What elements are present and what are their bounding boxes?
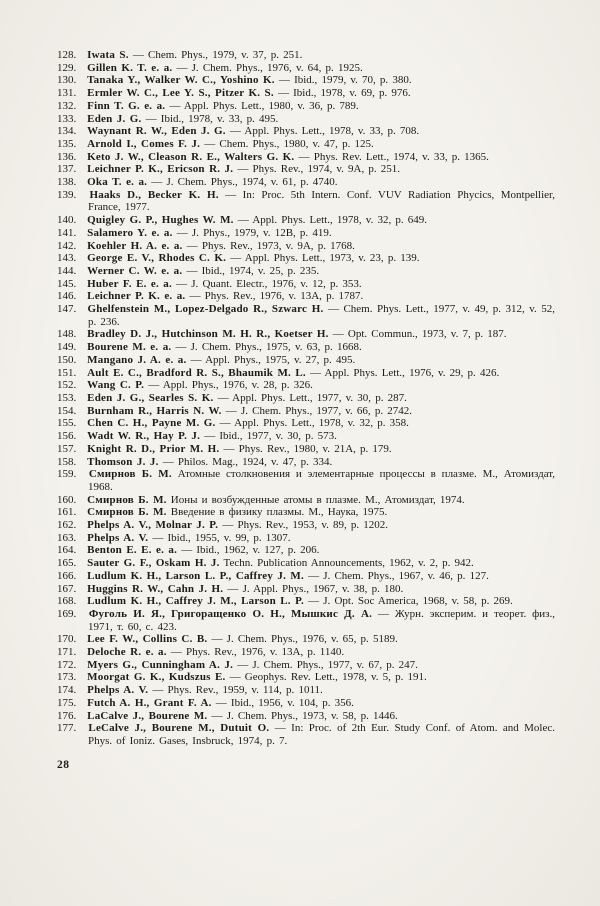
reference-authors: George E. V., Rhodes C. K. — [87, 252, 227, 265]
reference-entry — [57, 494, 555, 507]
reference-text: — Appl. Phys. Lett., 1980, v. 36, p. 789. — [169, 99, 359, 112]
reference-authors: LaCalve J., Bourene M. — [87, 709, 208, 722]
reference-authors: Futch A. H., Grant F. A. — [87, 696, 212, 709]
reference-entry — [57, 265, 555, 278]
reference-text: — J. Chem. Phys., 1976, v. 64, p. 1925. — [176, 61, 363, 74]
reference-text: — Geophys. Rev. Lett., 1978, v. 5, p. 191. — [229, 671, 427, 684]
reference-text: — Ibid., 1978, v. 69, p. 976. — [277, 87, 411, 100]
reference-entry — [57, 49, 555, 62]
reference-text: — Phys. Rev., 1959, v. 114, p. 1011. — [152, 684, 323, 697]
reference-authors: Werner C. W. e. a. — [87, 264, 183, 277]
reference-text: — Appl. Phys. Lett., 1978, v. 32, p. 649. — [237, 214, 428, 227]
reference-number: 154. — [57, 404, 77, 417]
reference-entry — [57, 646, 555, 659]
reference-entry — [57, 608, 555, 633]
reference-entry — [57, 125, 555, 138]
reference-entry — [57, 659, 555, 672]
reference-text: — Appl. Phys. Lett., 1977, v. 30, p. 287. — [217, 391, 407, 404]
reference-number: 142. — [57, 239, 77, 252]
reference-entry — [57, 430, 555, 443]
reference-authors: Huber F. E. e. a. — [87, 277, 172, 290]
reference-number: 141. — [57, 226, 77, 239]
reference-number: 144. — [57, 264, 77, 277]
reference-text: — In: Proc. 5th Intern. Conf. VUV Radiation Phycics, Montpellier, France, 1977. — [88, 188, 555, 214]
reference-authors: Moorgat G. K., Kudszus E. — [87, 671, 226, 684]
reference-text: — J. Chem. Phys., 1967, v. 46, p. 127. — [308, 569, 489, 582]
reference-text: — Ibid., 1979, v. 70, p. 380. — [278, 74, 412, 87]
reference-number: 138. — [57, 176, 77, 189]
reference-authors: Arnold I., Comes F. J. — [87, 137, 201, 150]
reference-text: — Журн. эксперим. и теорет. физ., 1971, т. 60, с. 423. — [88, 607, 556, 633]
reference-number: 135. — [57, 137, 77, 150]
reference-entry — [57, 506, 555, 519]
page-number: 28 — [57, 758, 70, 771]
reference-number: 158. — [57, 455, 77, 468]
reference-text: — Opt. Commun., 1973, v. 7, p. 187. — [332, 328, 507, 341]
reference-number: 162. — [57, 519, 77, 532]
reference-authors: Phelps A. V., Molnar J. P. — [87, 519, 219, 532]
reference-entry — [57, 456, 555, 469]
reference-number: 157. — [57, 442, 77, 455]
reference-authors: Haaks D., Becker K. H. — [89, 188, 219, 201]
reference-text: — Ibid., 1955, v. 99, p. 1307. — [152, 531, 291, 544]
reference-entry — [57, 189, 555, 214]
reference-text: — Appl. Phys. Lett., 1978, v. 33, p. 708. — [229, 125, 420, 138]
reference-entry — [57, 252, 555, 265]
reference-text: — Appl. Phys., 1975, v. 27, p. 495. — [190, 353, 356, 366]
reference-text: — J. Chem. Phys., 1977, v. 66, p. 2742. — [225, 404, 412, 417]
reference-number: 139. — [57, 188, 77, 201]
reference-entry — [57, 100, 555, 113]
reference-authors: Sauter G. F., Oskam H. J. — [87, 557, 220, 570]
reference-authors: Bradley D. J., Hutchinson M. H. R., Koetser H. — [87, 328, 329, 341]
reference-number: 171. — [57, 646, 77, 659]
reference-number: 174. — [57, 684, 77, 697]
reference-entry — [57, 392, 555, 405]
reference-entry — [57, 722, 555, 747]
reference-authors: Iwata S. — [87, 49, 129, 61]
reference-text: — J. Quant. Electr., 1976, v. 12, p. 353. — [176, 277, 362, 290]
reference-number: 134. — [57, 125, 77, 138]
reference-entry — [57, 468, 555, 493]
reference-entry — [57, 379, 555, 392]
reference-authors: Gillen K. T. e. a. — [87, 61, 173, 74]
reference-number: 167. — [57, 582, 77, 595]
reference-authors: Quigley G. P., Hughes W. M. — [87, 214, 234, 227]
reference-number: 143. — [57, 252, 77, 265]
reference-authors: Ghelfenstein M., Lopez-Delgado R., Szwarc H. — [87, 303, 324, 316]
reference-text: — Phys. Rev., 1976, v. 13A, p. 1787. — [189, 290, 364, 303]
reference-entry — [57, 354, 555, 367]
reference-authors: LeCalve J., Bourene M., Dutuit O. — [88, 722, 270, 735]
reference-text: — J. Phys., 1979, v. 12B, p. 419. — [176, 226, 332, 239]
reference-authors: Phelps A. V. — [87, 684, 149, 697]
reference-entry — [57, 303, 555, 328]
reference-entry — [57, 583, 555, 596]
reference-text: — Phys. Rev., 1980, v. 21A, p. 179. — [223, 442, 392, 455]
reference-authors: Knight R. D., Prior M. H. — [87, 442, 220, 455]
reference-authors: Deloche R. e. a. — [87, 646, 167, 659]
reference-entry — [57, 519, 555, 532]
reference-entry — [57, 532, 555, 545]
reference-number: 131. — [57, 87, 77, 100]
reference-text: — J. Appl. Phys., 1967, v. 38, p. 180. — [227, 582, 404, 595]
reference-authors: Chen C. H., Payne M. G. — [87, 417, 216, 430]
reference-number: 147. — [57, 303, 77, 316]
reference-entry — [57, 163, 555, 176]
reference-text: — J. Chem. Phys., 1975, v. 63, p. 1668. — [175, 341, 362, 354]
reference-number: 150. — [57, 353, 77, 366]
reference-entry — [57, 214, 555, 227]
reference-text: — Appl. Phys. Lett., 1976, v. 29, p. 426. — [309, 366, 500, 379]
reference-number: 169. — [57, 607, 77, 620]
reference-text: — Ibid., 1956, v. 104, p. 356. — [215, 696, 354, 709]
reference-number: 133. — [57, 112, 77, 125]
reference-text: Введение в физику плазмы. М., Наука, 1975. — [170, 506, 388, 519]
reference-authors: Thomson J. J. — [87, 455, 159, 468]
reference-number: 163. — [57, 531, 77, 544]
reference-authors: Ludlum K. H., Caffrey J. M., Larson L. P. — [87, 595, 304, 608]
reference-authors: Leichner P. K. e. a. — [87, 290, 186, 303]
reference-authors: Burnham R., Harris N. W. — [87, 404, 222, 417]
reference-authors: Eden J. G. — [87, 112, 142, 125]
reference-entry — [57, 443, 555, 456]
reference-entry — [57, 684, 555, 697]
reference-number: 176. — [57, 709, 77, 722]
reference-entry — [57, 367, 555, 380]
reference-entry — [57, 595, 555, 608]
reference-text: — Appl. Phys., 1976, v. 28, p. 326. — [148, 379, 313, 392]
reference-text: — Phys. Rev., 1976, v. 13A, p. 1140. — [170, 646, 345, 659]
reference-authors: Salamero Y. e. a. — [87, 226, 173, 239]
reference-number: 177. — [57, 722, 77, 735]
reference-entry — [57, 671, 555, 684]
reference-authors: Wang C. P. — [87, 379, 145, 392]
reference-entry — [57, 151, 555, 164]
reference-list — [57, 49, 555, 748]
reference-text: — Chem. Phys., 1980, v. 47, p. 125. — [204, 137, 374, 150]
reference-entry — [57, 278, 555, 291]
reference-number: 155. — [57, 417, 77, 430]
reference-authors: Finn T. G. e. a. — [87, 99, 166, 112]
reference-text: Ионы и возбужденные атомы в плазме. М., Атомиздат, 1974. — [170, 493, 465, 506]
reference-number: 159. — [57, 468, 77, 481]
reference-number: 145. — [57, 277, 77, 290]
reference-text: — Ibid., 1962, v. 127, p. 206. — [181, 544, 320, 557]
reference-entry — [57, 697, 555, 710]
reference-number: 166. — [57, 569, 77, 582]
reference-number: 164. — [57, 544, 77, 557]
reference-number: 170. — [57, 633, 77, 646]
reference-text: — Appl. Phys. Lett., 1973, v. 23, p. 139. — [230, 252, 420, 265]
reference-authors: Lee F. W., Collins C. B. — [87, 633, 208, 646]
reference-text: — Phys. Rev., 1974, v. 9A, p. 251. — [237, 163, 401, 176]
reference-number: 132. — [57, 99, 77, 112]
reference-number: 165. — [57, 557, 77, 570]
reference-entry — [57, 557, 555, 570]
reference-entry — [57, 62, 555, 75]
reference-authors: Tanaka Y., Walker W. C., Yoshino K. — [87, 74, 275, 87]
reference-entry — [57, 138, 555, 151]
reference-text: — Appl. Phys. Lett., 1978, v. 32, p. 358. — [219, 417, 409, 430]
reference-text: — Phys. Rev. Lett., 1974, v. 33, p. 1365. — [298, 150, 489, 163]
reference-authors: Ault E. C., Bradford R. S., Bhaumik M. L. — [87, 366, 306, 379]
reference-authors: Huggins R. W., Cahn J. H. — [87, 582, 224, 595]
reference-number: 161. — [57, 506, 77, 519]
reference-text: — J. Chem. Phys., 1977, v. 67, p. 247. — [237, 658, 418, 671]
reference-number: 153. — [57, 391, 77, 404]
reference-number: 129. — [57, 61, 77, 74]
reference-number: 148. — [57, 328, 77, 341]
reference-authors: Wadt W. R., Hay P. J. — [87, 430, 201, 443]
reference-number: 156. — [57, 430, 77, 443]
reference-entry — [57, 341, 555, 354]
reference-entry — [57, 405, 555, 418]
reference-entry — [57, 74, 555, 87]
reference-entry — [57, 290, 555, 303]
reference-text: — J. Chem. Phys., 1973, v. 58, p. 1446. — [211, 709, 398, 722]
reference-number: 173. — [57, 671, 77, 684]
reference-number: 136. — [57, 150, 77, 163]
reference-authors: Koehler H. A. e. a. — [87, 239, 183, 252]
reference-entry — [57, 176, 555, 189]
reference-text: Атомные столкновения и элементарные процессы в плазме. М., Атомиздат, 1968. — [88, 468, 556, 493]
reference-text: — J. Chem. Phys., 1976, v. 65, p. 5189. — [211, 633, 398, 646]
reference-number: 130. — [57, 74, 77, 87]
reference-text: — Philos. Mag., 1924, v. 47, p. 334. — [162, 455, 333, 468]
reference-text: — Ibid., 1977, v. 30, p. 573. — [204, 430, 337, 443]
reference-number: 172. — [57, 658, 77, 671]
reference-entry — [57, 240, 555, 253]
reference-authors: Keto J. W., Cleason R. E., Walters G. K. — [87, 150, 295, 163]
reference-text: — Phys. Rev., 1973, v. 9A, p. 1768. — [186, 239, 355, 252]
reference-authors: Mangano J. A. e. a. — [87, 353, 187, 366]
reference-entry — [57, 87, 555, 100]
reference-text: — Ibid., 1978, v. 33, p. 495. — [145, 112, 279, 125]
reference-entry — [57, 570, 555, 583]
reference-authors: Ermler W. C., Lee Y. S., Pitzer K. S. — [87, 87, 274, 100]
reference-text: — Chem. Phys., 1979, v. 37, p. 251. — [132, 49, 303, 61]
reference-number: 160. — [57, 493, 77, 506]
reference-number: 140. — [57, 214, 77, 227]
reference-authors: Bourene M. e. a. — [87, 341, 172, 354]
reference-number: 146. — [57, 290, 77, 303]
reference-number: 137. — [57, 163, 77, 176]
reference-number: 128. — [57, 49, 77, 61]
reference-authors: Фуголь И. Я., Григоращенко О. Н., Мышкис Д. А. — [88, 607, 373, 620]
reference-authors: Waynant R. W., Eden J. G. — [87, 125, 226, 138]
reference-authors: Смирнов Б. М. — [87, 493, 167, 506]
reference-entry — [57, 633, 555, 646]
reference-entry — [57, 227, 555, 240]
reference-authors: Eden J. G., Searles S. K. — [87, 391, 214, 404]
reference-entry — [57, 544, 555, 557]
reference-number: 152. — [57, 379, 77, 392]
reference-authors: Ludlum K. H., Larson L. P., Caffrey J. M. — [87, 569, 304, 582]
reference-number: 168. — [57, 595, 77, 608]
reference-authors: Myers G., Cunningham A. J. — [87, 658, 234, 671]
reference-text: — J. Chem. Phys., 1974, v. 61, p. 4740. — [151, 176, 338, 189]
reference-text: — In: Proc. of 2th Eur. Study Conf. of Atom. and Molec. Phys. of Ioniz. Gases, Insbruck, 1974, p. 7. — [88, 722, 555, 747]
reference-text: — Chem. Phys. Lett., 1977, v. 49, p. 312, v. 52, p. 236. — [88, 303, 555, 328]
reference-text: — Phys. Rev., 1953, v. 89, p. 1202. — [222, 519, 389, 532]
reference-authors: Benton E. E. e. a. — [87, 544, 178, 557]
reference-number: 149. — [57, 341, 77, 354]
reference-number: 175. — [57, 696, 77, 709]
reference-authors: Phelps A. V. — [87, 531, 149, 544]
reference-entry — [57, 328, 555, 341]
reference-authors: Смирнов Б. М. — [88, 468, 172, 481]
reference-entry — [57, 417, 555, 430]
reference-text: — J. Opt. Soc America, 1968, v. 58, p. 269. — [308, 595, 513, 608]
reference-entry — [57, 113, 555, 126]
reference-text: — Ibid., 1974, v. 25, p. 235. — [186, 264, 320, 277]
reference-number: 151. — [57, 366, 77, 379]
reference-authors: Leichner P. K., Ericson R. J. — [87, 163, 234, 176]
reference-entry — [57, 710, 555, 723]
reference-text: Techn. Publication Announcements, 1962, v. 2, p. 942. — [223, 557, 474, 570]
reference-authors: Oka T. e. a. — [87, 176, 148, 189]
reference-authors: Смирнов Б. М. — [87, 506, 167, 519]
